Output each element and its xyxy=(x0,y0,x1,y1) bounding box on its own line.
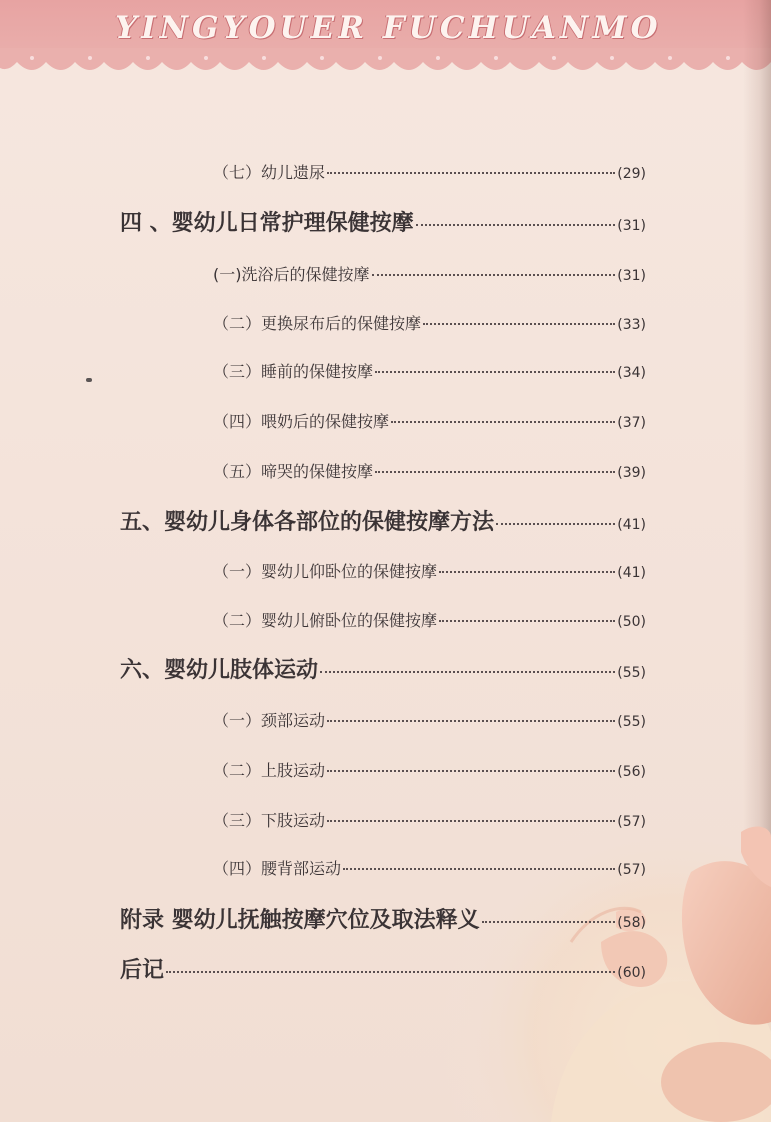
toc-dot-leader xyxy=(496,523,615,525)
toc-entry[interactable] xyxy=(213,160,646,183)
toc-entry[interactable] xyxy=(213,359,646,382)
toc-entry[interactable] xyxy=(213,459,646,482)
toc-dot-leader xyxy=(375,471,615,473)
toc-entry-label: （二）上肢运动 xyxy=(213,761,326,780)
toc-entry-page: (33) xyxy=(617,317,646,333)
toc-entry-label: （二）婴幼儿俯卧位的保健按摩 xyxy=(213,611,438,630)
toc-entry-label: （四）喂奶后的保健按摩 xyxy=(213,412,390,431)
toc-chapter[interactable] xyxy=(120,903,646,934)
toc-entry-page: (34) xyxy=(617,365,646,381)
toc-entry-label: （四）腰背部运动 xyxy=(213,859,342,878)
toc-entry-page: (29) xyxy=(617,166,646,182)
toc-chapter-label: 五、婴幼儿身体各部位的保健按摩方法 xyxy=(120,510,495,535)
toc-dot-leader xyxy=(343,868,615,870)
toc-entry-label: （三）睡前的保健按摩 xyxy=(213,362,374,381)
toc-dot-leader xyxy=(423,323,615,325)
toc-entry[interactable] xyxy=(213,262,646,285)
toc-entry-label: （五）啼哭的保健按摩 xyxy=(213,462,374,481)
print-speck xyxy=(86,378,92,382)
toc-chapter-page: (31) xyxy=(617,218,646,234)
toc-entry[interactable] xyxy=(213,311,646,334)
toc-chapter-page: (58) xyxy=(617,915,646,931)
toc-entry[interactable] xyxy=(213,608,646,631)
toc-entry-label: （一）颈部运动 xyxy=(213,711,326,730)
toc-entry-page: (50) xyxy=(617,614,646,630)
toc-dot-leader xyxy=(166,971,615,973)
toc-entry-label: （二）更换尿布后的保健按摩 xyxy=(213,314,422,333)
toc-entry-page: (57) xyxy=(617,814,646,830)
toc-entry-page: (39) xyxy=(617,465,646,481)
toc-dot-leader xyxy=(327,172,615,174)
toc-chapter[interactable] xyxy=(120,505,646,536)
toc-dot-leader xyxy=(439,620,615,622)
toc-chapter[interactable] xyxy=(120,206,646,237)
toc-dot-leader xyxy=(439,571,615,573)
header-title: YINGYOUER FUCHUANMO xyxy=(115,10,662,46)
toc-entry-label: （三）下肢运动 xyxy=(213,811,326,830)
toc-dot-leader xyxy=(327,720,615,722)
toc-entry-page: (57) xyxy=(617,862,646,878)
toc-dot-leader xyxy=(320,671,615,673)
toc-chapter-label: 六、婴幼儿肢体运动 xyxy=(120,658,319,683)
toc-chapter-label: 附录 婴幼儿抚触按摩穴位及取法释义 xyxy=(120,908,480,933)
toc-entry-page: (56) xyxy=(617,764,646,780)
toc-dot-leader xyxy=(327,820,615,822)
toc-entry-page: (41) xyxy=(617,565,646,581)
toc-entry-label: （七）幼儿遗尿 xyxy=(213,163,326,182)
toc-chapter-label: 四 、婴幼儿日常护理保健按摩 xyxy=(120,211,414,236)
toc-entry-label: (一)洗浴后的保健按摩 xyxy=(213,265,370,284)
toc-chapter-page: (41) xyxy=(617,517,646,533)
toc-entry[interactable] xyxy=(213,808,646,831)
toc-entry[interactable] xyxy=(213,856,646,879)
toc-entry[interactable] xyxy=(213,559,646,582)
toc-entry[interactable] xyxy=(213,708,646,731)
toc-dot-leader xyxy=(482,921,616,923)
toc-chapter-label: 后记 xyxy=(120,958,165,983)
toc-chapter-page: (60) xyxy=(617,965,646,981)
toc-entry-label: （一）婴幼儿仰卧位的保健按摩 xyxy=(213,562,438,581)
toc-chapter-page: (55) xyxy=(617,665,646,681)
toc-dot-leader xyxy=(375,371,615,373)
toc-entry-page: (31) xyxy=(617,268,646,284)
toc-chapter[interactable] xyxy=(120,953,646,984)
toc-dot-leader xyxy=(391,421,615,423)
toc-entry-page: (55) xyxy=(617,714,646,730)
toc-dot-leader xyxy=(327,770,615,772)
toc-entry[interactable] xyxy=(213,409,646,432)
toc-entry[interactable] xyxy=(213,758,646,781)
toc-entry-page: (37) xyxy=(617,415,646,431)
toc-chapter[interactable] xyxy=(120,653,646,684)
toc-dot-leader xyxy=(372,274,616,276)
toc-dot-leader xyxy=(416,224,616,226)
